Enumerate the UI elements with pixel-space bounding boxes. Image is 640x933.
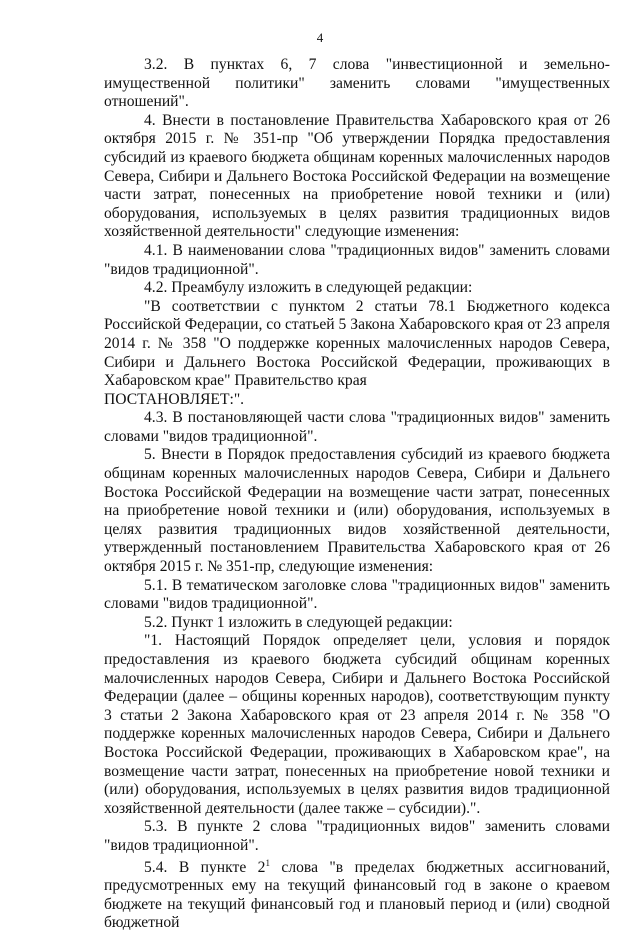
paragraph-4-2: 4.2. Преамбулу изложить в следующей редакции: [144, 279, 473, 297]
paragraph-4-3: 4.3. В постановляющей части слова "традиционных видов" заменить словами "видов традиционной". [104, 409, 610, 445]
paragraph-point-1: "1. Настоящий Порядок определяет цели, условия и порядок предоставления из краевого бюджета субсидий общинам коренных малочисленных народов Севера, Сибири и Дальнего Востока Российской Федерации (далее – общины коренных народов), соответствующим пункту 3 статьи 2 Закона Хабаровского края от 23 апреля 2014 г. № 358 "О поддержке коренных малочисленных народов Севера, Сибири и Дальнего Востока Российской Федерации, проживающих в Хабаровском крае", на возмещение части затрат, понесенных на приобретение новой техники и (или) оборудования, используемых в целях развития видов традиционной хозяйственной деятельности (далее также – субсидии).". [104, 632, 610, 817]
paragraph-4: 4. Внести в постановление Правительства Хабаровского края от 26 октября 2015 г. № 351-пр "Об утверждении Порядка предоставления субсидий из краевого бюджета общинам коренных малочисленных народов Севера, Сибири и Дальнего Востока Российской Федерации на возмещение части затрат, понесенных на приобретение новой техники и (или) оборудования, используемых в целях развития традиционных видов хозяйственной деятельности" следующие изменения: [104, 111, 610, 241]
paragraph-4-1: 4.1. В наименовании слова "традиционных видов" заменить словами "видов традиционной". [104, 241, 610, 278]
paragraph-preamble: "В соответствии с пунктом 2 статьи 78.1 Бюджетного кодекса Российской Федерации, со статьей 5 Закона Хабаровского края от 23 апреля 2014 г. № 358 "О поддержке коренных малочисленных народов Севера, Сибири и Дальнего Востока Российской Федерации, проживающих в Хабаровском крае" Правительство края [104, 297, 610, 390]
paragraph-5-3: 5.3. В пункте 2 слова "традиционных видов" заменить словами "видов традиционной". [104, 818, 610, 854]
document-body [104, 56, 610, 933]
paragraph-5-4 [104, 859, 610, 933]
paragraph-5-1: 5.1. В тематическом заголовке слова "традиционных видов" заменить словами "видов традиционной". [104, 576, 610, 613]
page-number: 4 [316, 30, 324, 45]
paragraph-3-2: 3.2. В пунктах 6, 7 слова "инвестиционной и земельно-имущественной политики" заменить словами "имущественных отношений". [104, 56, 610, 111]
superscript-marker: 1 [265, 857, 270, 868]
paragraph-5-4-rest: слова "в пределах бюджетных ассигнований, предусмотренных ему на текущий финансовый год в законе о краевом бюджете на текущий финансовый год и плановый период и (или) сводной бюджетной [104, 858, 610, 932]
paragraph-postanovlyaet: ПОСТАНОВЛЯЕТ:". [104, 390, 245, 408]
paragraph-5-2: 5.2. Пункт 1 изложить в следующей редакции: [144, 613, 453, 631]
paragraph-5-4-start: 5.4. В пункте 2 [144, 858, 266, 876]
paragraph-5: 5. Внести в Порядок предоставления субсидий из краевого бюджета общинам коренных малочисленных народов Севера, Сибири и Дальнего Востока Российской Федерации на возмещение части затрат, понесенных на приобретение новой техники и (или) оборудования, используемых в целях развития традиционных видов хозяйственной деятельности, утвержденный постановлением Правительства Хабаровского края от 26 октября 2015 г. № 351-пр, следующие изменения: [104, 446, 610, 576]
